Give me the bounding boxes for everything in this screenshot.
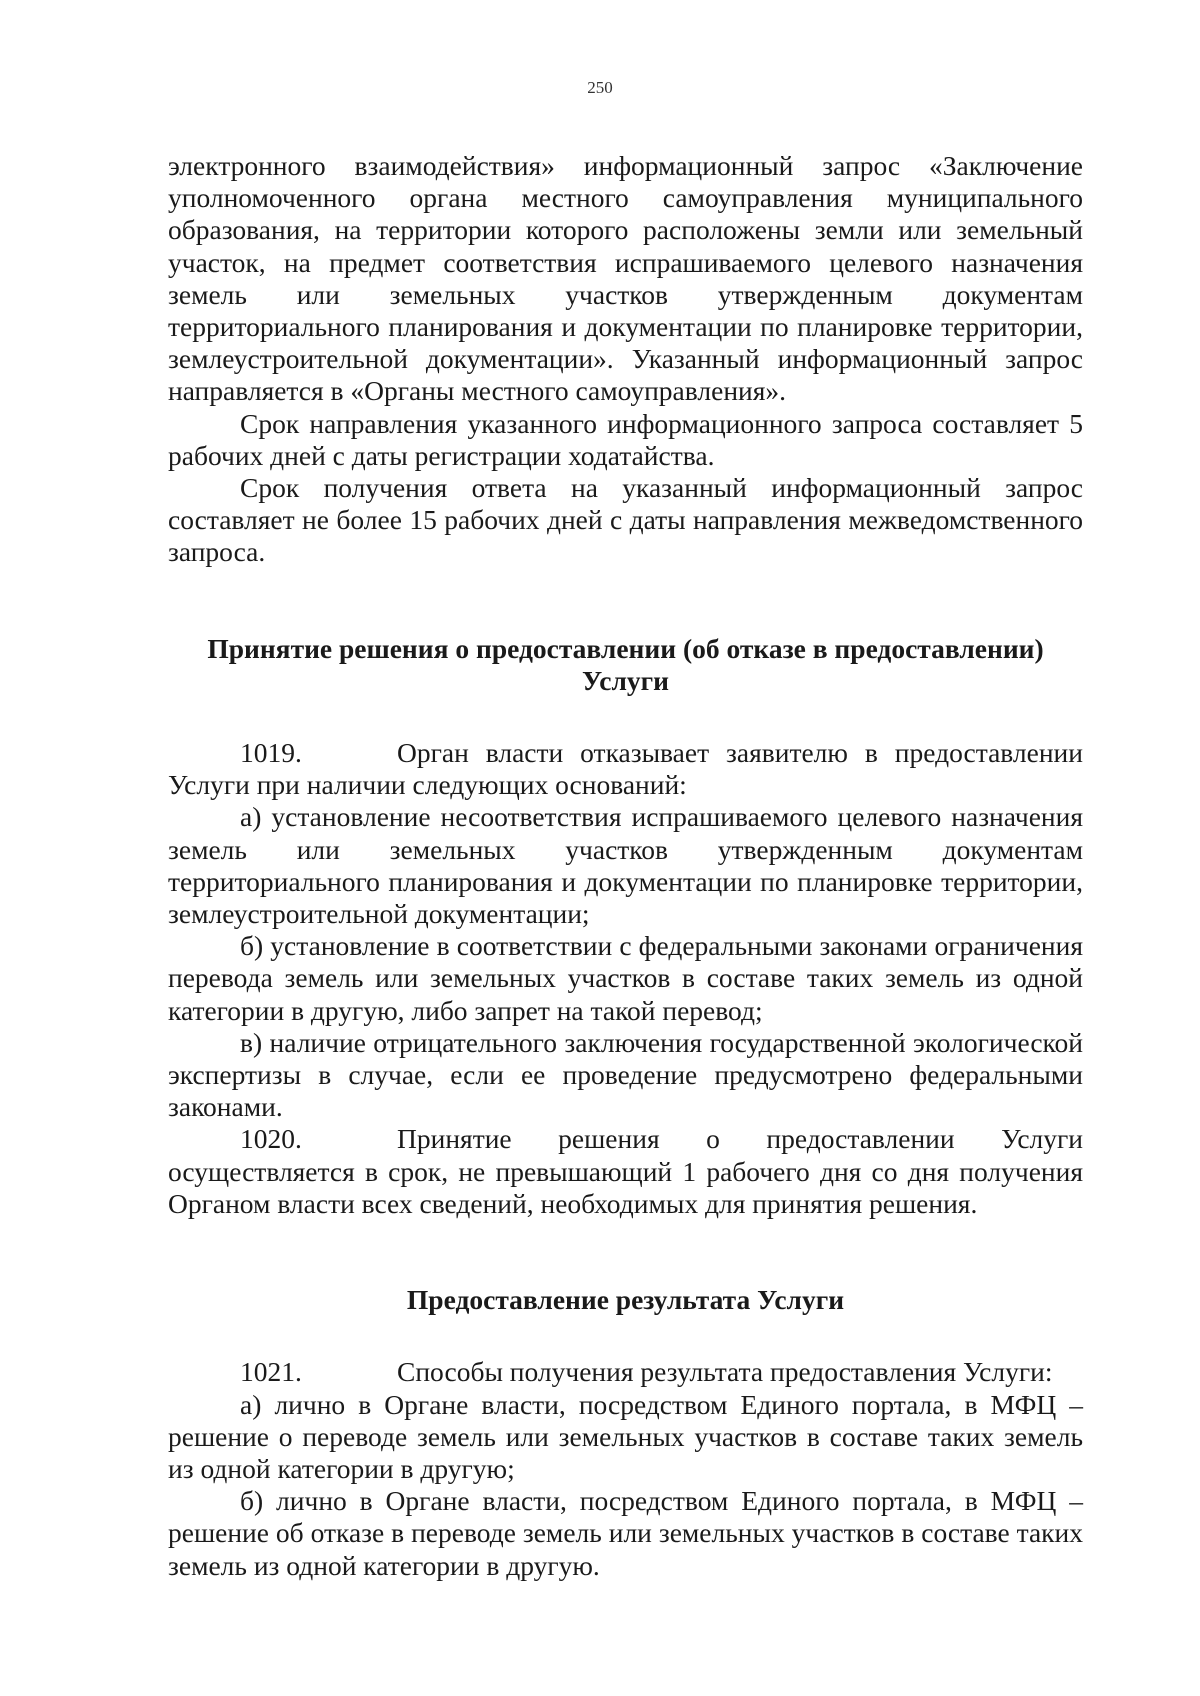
clause-text: Принятие решения о предоставлении Услуги осуществляется в срок, не превышающий 1 рабочего дня со дня получения Органом власти всех сведений, необходимых для принятия решения. — [168, 1123, 1083, 1219]
clause-1019-sub-b: б) установление в соответствии с федеральными законами ограничения перевода земель или земельных участков в составе таких земель из одной категории в другую, либо запрет на такой перевод; — [168, 930, 1083, 1026]
clause-1020 — [168, 1123, 1083, 1220]
clause-1021 — [168, 1356, 1083, 1388]
document-body — [168, 150, 1083, 1582]
clause-text: Способы получения результата предоставления Услуги: — [397, 1356, 1053, 1388]
intro-paragraph-2: Срок направления указанного информационного запроса составляет 5 рабочих дней с даты регистрации ходатайства. — [168, 407, 1083, 471]
section-heading-result: Предоставление результата Услуги — [406, 1284, 845, 1316]
intro-paragraph-1: электронного взаимодействия» информационный запрос «Заключение уполномоченного органа местного самоуправления муниципального образования, на территории которого расположены земли или земельный участок, на предмет соответствия испрашиваемого целевого назначения земель или земельных участков утвержденным документам территориального планирования и документации по планировке территории, землеустроительной документации». Указанный информационный запрос направляется в «Органы местного самоуправления». — [168, 150, 1083, 407]
intro-paragraph-3: Срок получения ответа на указанный информационный запрос составляет не более 15 рабочих дней с даты направления межведомственного запроса. — [168, 472, 1083, 568]
clause-1021-sub-b: б) лично в Органе власти, посредством Единого портала, в МФЦ – решение об отказе в переводе земель или земельных участков в составе таких земель из одной категории в другую. — [168, 1485, 1083, 1581]
clause-1021-sub-a: а) лично в Органе власти, посредством Единого портала, в МФЦ – решение о переводе земель или земельных участков в составе таких земель из одной категории в другую; — [168, 1388, 1083, 1484]
clause-1019-sub-a: а) установление несоответствия испрашиваемого целевого назначения земель или земельных участков утвержденным документам территориального планирования и документации по планировке территории, землеустроительной документации; — [168, 801, 1083, 930]
clause-text: Орган власти отказывает заявителю в предоставлении Услуги при наличии следующих оснований: — [168, 737, 1083, 801]
clause-number: 1019. — [240, 737, 302, 769]
clause-number: 1021. — [240, 1356, 302, 1388]
clause-1019 — [168, 737, 1083, 801]
clause-number: 1020. — [240, 1123, 302, 1155]
section-heading-decision: Принятие решения о предоставлении (об отказе в предоставлении) Услуги — [207, 632, 1044, 696]
page-number: 250 — [587, 78, 613, 97]
clause-1019-sub-c: в) наличие отрицательного заключения государственной экологической экспертизы в случае, если ее проведение предусмотрено федеральными законами. — [168, 1026, 1083, 1123]
